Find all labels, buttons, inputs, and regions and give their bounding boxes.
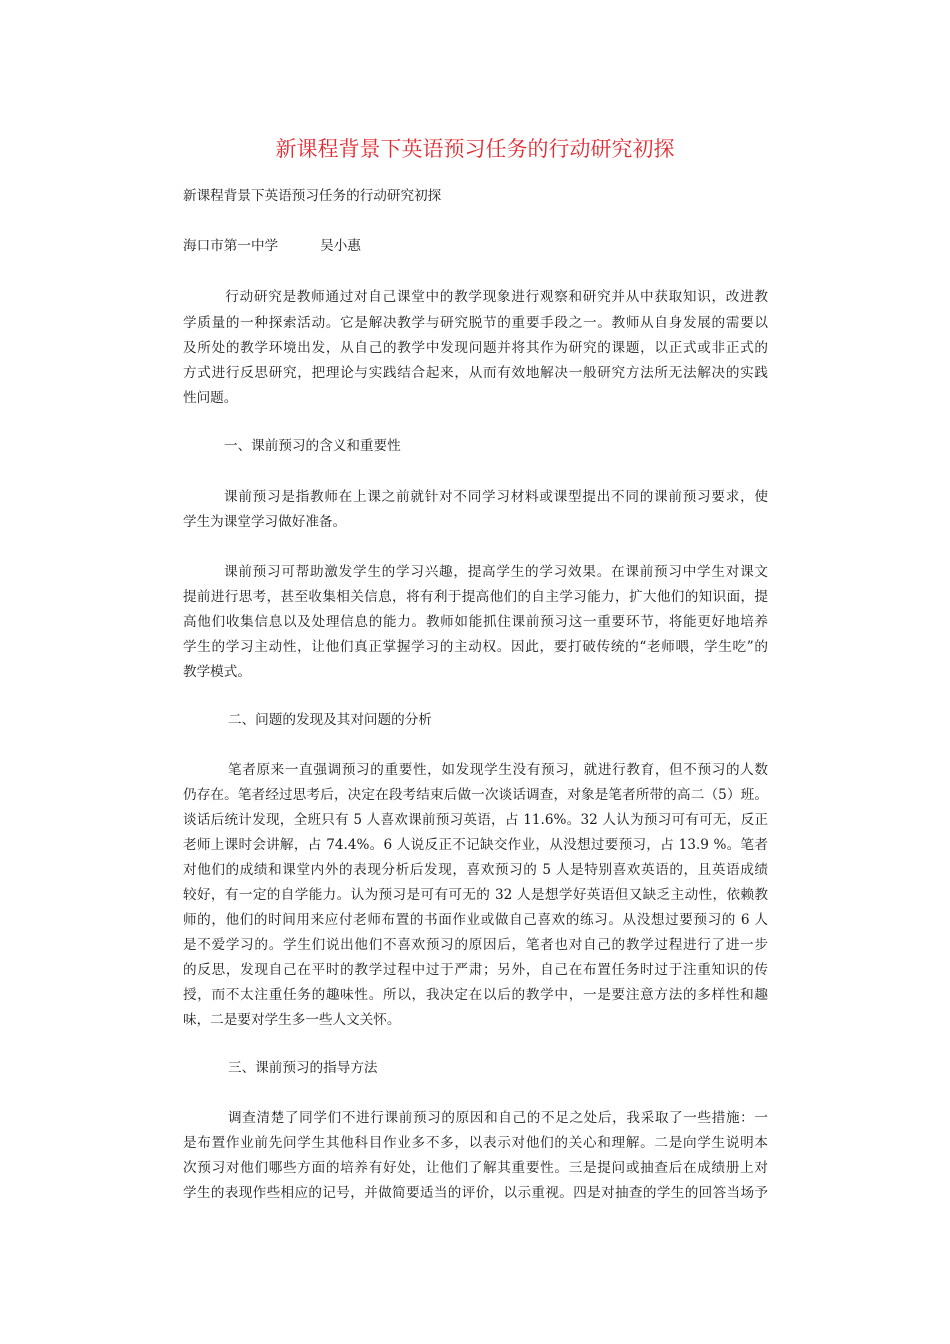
para-line: 及所处的教学环境出发，从自己的教学中发现问题并将其作为研究的课题，以正式或非正式的 (183, 340, 768, 356)
para-line: 方式进行反思研究，把理论与实践结合起来，从而有效地解决一般研究方法所无法解决的实践 (183, 365, 768, 381)
author-line (183, 237, 768, 255)
para-line: 学生的表现作些相应的记号，并做简要适当的评价，以示重视。四是对抽查的学生的回答当场予 (183, 1185, 768, 1201)
author-school: 海口市第一中学 (183, 238, 279, 254)
para-line: 课前预习是指教师在上课之前就针对不同学习材料或课型提出不同的课前预习要求，使 (224, 489, 768, 505)
para-line: 调查清楚了同学们不进行课前预习的原因和自己的不足之处后，我采取了一些措施：一 (228, 1110, 768, 1126)
para-line: 提前进行思考，甚至收集相关信息，将有利于提高他们的自主学习能力，扩大他们的知识面，提 (183, 589, 768, 605)
para-line: 较好，有一定的自学能力。认为预习是可有可无的 32 人是想学好英语但又缺乏主动性，依赖教 (183, 887, 768, 903)
document-title: 新课程背景下英语预习任务的行动研究初探 (275, 137, 675, 161)
para-line: 教学模式。 (183, 664, 251, 680)
document-subtitle: 新课程背景下英语预习任务的行动研究初探 (183, 188, 442, 204)
para-line: 学生的学习主动性，让他们真正掌握学习的主动权。因此，要打破传统的“老师喂，学生吃”的 (183, 639, 768, 655)
para-line: 行动研究是教师通过对自己课堂中的教学现象进行观察和研究并从中获取知识，改进教 (211, 289, 768, 305)
para-line: 对他们的成绩和课堂内外的表现分析后发现，喜欢预习的 5 人是特别喜欢英语的，且英语成绩 (183, 862, 768, 878)
para-line: 老师上课时会讲解，占 74.4%。6 人说反正不记缺交作业，从没想过要预习，占 13.9 %。笔者 (183, 837, 768, 853)
section-heading: 二、问题的发现及其对问题的分析 (228, 712, 432, 728)
para-line: 笔者原来一直强调预习的重要性，如发现学生没有预习，就进行教育，但不预习的人数 (228, 762, 768, 778)
para-line: 是不爱学习的。学生们说出他们不喜欢预习的原因后，笔者也对自己的教学过程进行了进一步 (183, 937, 768, 953)
para-line: 高他们收集信息以及处理信息的能力。教师如能抓住课前预习这一重要环节，将能更好地培养 (183, 614, 768, 630)
para-line: 学生为课堂学习做好准备。 (183, 514, 347, 530)
para-line: 课前预习可帮助激发学生的学习兴趣，提高学生的学习效果。在课前预习中学生对课文 (224, 564, 768, 580)
para-line: 次预习对他们哪些方面的培养有好处，让他们了解其重要性。三是提问或抽查后在成绩册上对 (183, 1160, 768, 1176)
section-heading: 一、课前预习的含义和重要性 (224, 438, 401, 454)
para-line: 学质量的一种探索活动。它是解决教学与研究脱节的重要手段之一。教师从自身发展的需要以 (183, 315, 768, 331)
author-name: 吴小惠 (320, 238, 361, 254)
para-line: 授，而不太注重任务的趣味性。所以，我决定在以后的教学中，一是要注意方法的多样性和趣 (183, 987, 768, 1003)
para-line: 师的，他们的时间用来应付老师布置的书面作业或做自己喜欢的练习。从没想过要预习的 6 人 (183, 912, 768, 928)
section-heading: 三、课前预习的指导方法 (228, 1060, 378, 1076)
para-line: 谈话后统计发现，全班只有 5 人喜欢课前预习英语，占 11.6%。32 人认为预习可有可无，反正 (183, 812, 768, 828)
para-line: 是布置作业前先问学生其他科目作业多不多，以表示对他们的关心和理解。二是向学生说明本 (183, 1135, 768, 1151)
para-line: 味，二是要对学生多一些人文关怀。 (183, 1012, 401, 1028)
para-line: 的反思，发现自己在平时的教学过程中过于严肃；另外，自己在布置任务时过于注重知识的传 (183, 962, 768, 978)
para-line: 性问题。 (183, 390, 238, 406)
para-line: 仍存在。笔者经过思考后，决定在段考结束后做一次谈话调查，对象是笔者所带的高二（5）班。 (183, 787, 768, 803)
